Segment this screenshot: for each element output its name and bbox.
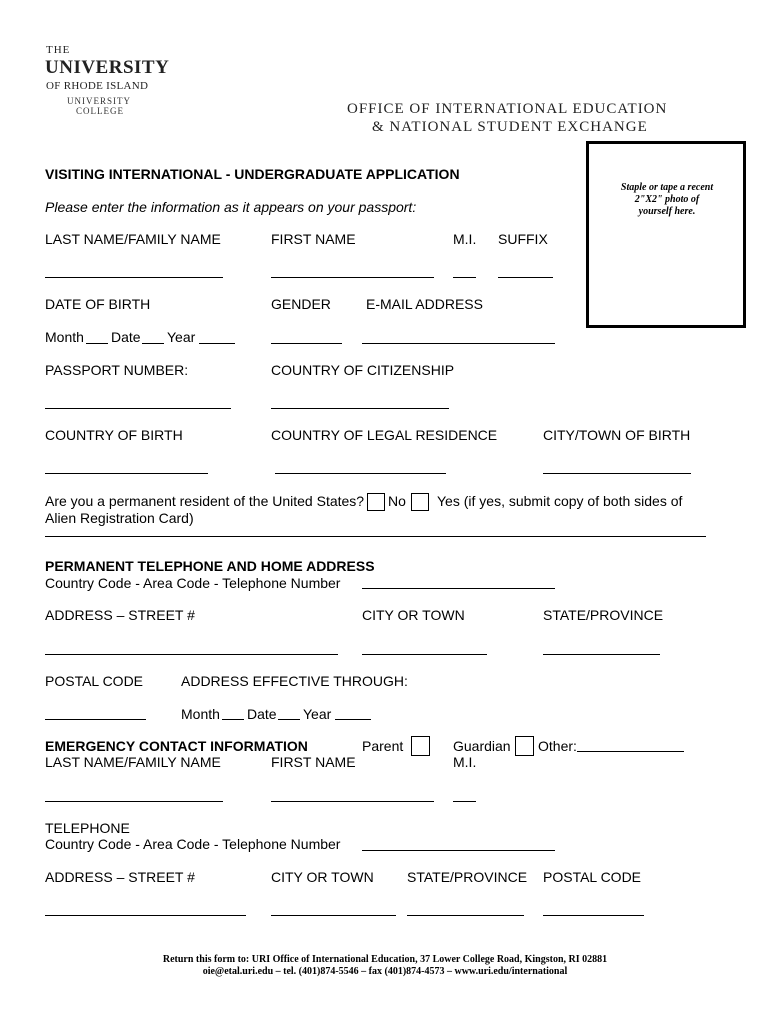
effective-year-field[interactable] xyxy=(335,719,371,720)
guardian-label: Guardian xyxy=(453,738,511,754)
birth-country-field[interactable] xyxy=(45,473,208,474)
emergency-last-name-field[interactable] xyxy=(45,801,223,802)
office-title-line2: & NATIONAL STUDENT EXCHANGE xyxy=(372,119,648,135)
passport-field[interactable] xyxy=(45,408,231,409)
permanent-state-field[interactable] xyxy=(543,654,660,655)
dob-date-field[interactable] xyxy=(142,343,164,344)
footer-contact: oie@etal.uri.edu – tel. (401)874-5546 – fax (401)874-4573 – www.uri.edu/international xyxy=(202,966,568,977)
emergency-city-label: CITY OR TOWN xyxy=(271,869,374,885)
emergency-mi-field[interactable] xyxy=(453,801,476,802)
email-field[interactable] xyxy=(362,343,555,344)
other-field[interactable] xyxy=(577,751,684,752)
section-divider xyxy=(45,536,706,537)
emergency-street-field[interactable] xyxy=(45,915,246,916)
first-name-field[interactable] xyxy=(271,277,434,278)
parent-label: Parent xyxy=(362,738,404,754)
no-label: No xyxy=(388,493,406,509)
emergency-state-field[interactable] xyxy=(407,915,524,916)
logo-the: THE xyxy=(46,44,71,56)
gender-field[interactable] xyxy=(271,343,342,344)
emergency-state-label: STATE/PROVINCE xyxy=(407,869,528,885)
effective-month-label: Month xyxy=(181,706,220,722)
dob-year-field[interactable] xyxy=(199,343,235,344)
other-label: Other: xyxy=(538,738,577,754)
citizenship-field[interactable] xyxy=(271,408,449,409)
dob-label: DATE OF BIRTH xyxy=(45,296,151,312)
permanent-phone-field[interactable] xyxy=(362,588,555,589)
first-name-label: FIRST NAME xyxy=(271,231,356,247)
emergency-postal-label: POSTAL CODE xyxy=(543,869,642,885)
mi-label: M.I. xyxy=(453,231,477,247)
gender-label: GENDER xyxy=(271,296,331,312)
permanent-heading: PERMANENT TELEPHONE AND HOME ADDRESS xyxy=(45,558,375,574)
yes-checkbox[interactable] xyxy=(411,493,429,511)
birth-city-label: CITY/TOWN OF BIRTH xyxy=(543,427,691,443)
legal-residence-label: COUNTRY OF LEGAL RESIDENCE xyxy=(271,427,498,443)
dob-month-label: Month xyxy=(45,329,84,345)
emergency-telephone-label: TELEPHONE xyxy=(45,820,130,836)
mi-field[interactable] xyxy=(453,277,476,278)
emergency-first-name-field[interactable] xyxy=(271,801,434,802)
emergency-street-label: ADDRESS – STREET # xyxy=(45,869,195,885)
suffix-field[interactable] xyxy=(498,277,553,278)
effective-date-field[interactable] xyxy=(278,719,300,720)
no-checkbox[interactable] xyxy=(367,493,385,511)
emergency-phone-label: Country Code - Area Code - Telephone Number xyxy=(45,836,341,852)
legal-residence-field[interactable] xyxy=(275,473,446,474)
photo-box xyxy=(586,141,746,328)
permanent-postal-label: POSTAL CODE xyxy=(45,673,144,689)
emergency-phone-field[interactable] xyxy=(362,850,555,851)
emergency-city-field[interactable] xyxy=(271,915,396,916)
birth-country-label: COUNTRY OF BIRTH xyxy=(45,427,183,443)
permanent-phone-label: Country Code - Area Code - Telephone Number xyxy=(45,575,341,591)
effective-month-field[interactable] xyxy=(222,719,244,720)
emergency-mi-label: M.I. xyxy=(453,754,477,770)
permanent-street-field[interactable] xyxy=(45,654,338,655)
permanent-city-label: CITY OR TOWN xyxy=(362,607,465,623)
permanent-postal-field[interactable] xyxy=(45,719,146,720)
perm-resident-question: Are you a permanent resident of the United States? xyxy=(45,493,365,509)
dob-month-field[interactable] xyxy=(86,343,108,344)
permanent-city-field[interactable] xyxy=(362,654,487,655)
emergency-heading: EMERGENCY CONTACT INFORMATION xyxy=(45,738,308,754)
yes-label: Yes (if yes, submit copy of both sides of xyxy=(437,493,683,509)
emergency-first-name-label: FIRST NAME xyxy=(271,754,356,770)
citizenship-label: COUNTRY OF CITIZENSHIP xyxy=(271,362,455,378)
email-label: E-MAIL ADDRESS xyxy=(366,296,483,312)
last-name-field[interactable] xyxy=(45,277,223,278)
birth-city-field[interactable] xyxy=(543,473,691,474)
footer-return-address: Return this form to: URI Office of International Education, 37 Lower College Road, Kingston, RI 02881 xyxy=(162,954,608,965)
form-title: VISITING INTERNATIONAL - UNDERGRADUATE APPLICATION xyxy=(45,166,460,182)
address-effective-label: ADDRESS EFFECTIVE THROUGH: xyxy=(181,673,408,689)
guardian-checkbox[interactable] xyxy=(515,736,534,756)
last-name-label: LAST NAME/FAMILY NAME xyxy=(45,231,221,247)
permanent-state-label: STATE/PROVINCE xyxy=(543,607,664,623)
dob-date-label: Date xyxy=(111,329,141,345)
logo-university-small: UNIVERSITY xyxy=(67,96,131,106)
passport-label: PASSPORT NUMBER: xyxy=(45,362,189,378)
alien-card-label: Alien Registration Card) xyxy=(45,510,194,526)
parent-checkbox[interactable] xyxy=(411,736,430,756)
logo-of-rhode-island: OF RHODE ISLAND xyxy=(46,80,149,92)
effective-date-label: Date xyxy=(247,706,277,722)
logo-college: COLLEGE xyxy=(76,106,124,116)
logo-university: UNIVERSITY xyxy=(45,57,170,78)
passport-instructions: Please enter the information as it appears on your passport: xyxy=(45,199,417,215)
emergency-postal-field[interactable] xyxy=(543,915,644,916)
permanent-street-label: ADDRESS – STREET # xyxy=(45,607,195,623)
emergency-last-name-label: LAST NAME/FAMILY NAME xyxy=(45,754,221,770)
dob-year-label: Year xyxy=(167,329,196,345)
photo-instructions: Staple or tape a recent 2"X2" photo of yourself here. xyxy=(620,182,714,217)
office-title-line1: OFFICE OF INTERNATIONAL EDUCATION xyxy=(347,101,668,117)
effective-year-label: Year xyxy=(303,706,332,722)
suffix-label: SUFFIX xyxy=(498,231,548,247)
